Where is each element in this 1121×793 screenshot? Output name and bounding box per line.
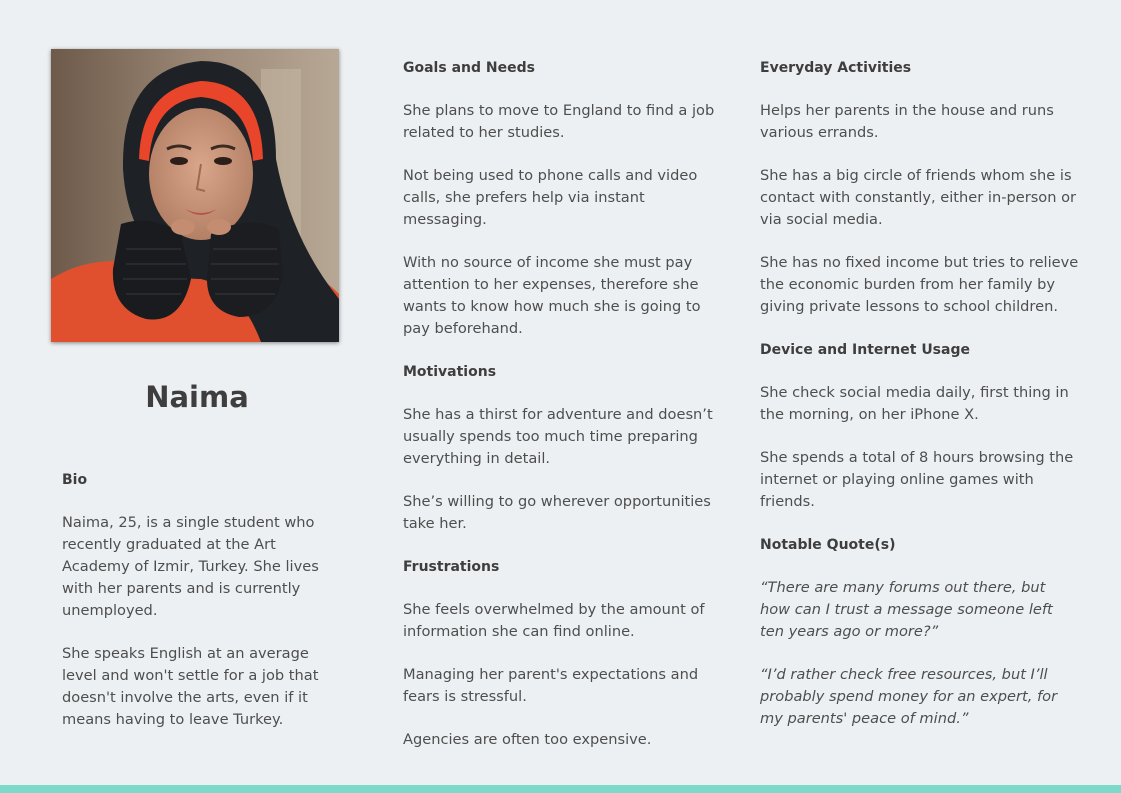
quotes-heading: Notable Quote(s) [760,537,896,553]
goals-paragraph: With no source of income she must pay attention to her expenses, therefore she wants to know how much she is going to pay beforehand. [403,254,701,337]
middle-column [403,57,723,772]
accent-bar [0,785,1121,793]
frustrations-paragraph: She feels overwhelmed by the amount of information she can find online. [403,601,705,640]
quote-paragraph: “I’d rather check free resources, but I’ll probably spend money for an expert, for my parents' peace of mind.” [760,666,1058,727]
activities-paragraph: She has a big circle of friends whom she is contact with constantly, either in-person or via social media. [760,167,1077,228]
persona-name: Naima [145,380,249,414]
right-column [760,57,1080,751]
bio-paragraph: She speaks English at an average level and won't settle for a job that doesn't involve the arts, even if it means having to leave Turkey. [62,645,319,728]
activities-paragraph: Helps her parents in the house and runs various errands. [760,102,1054,141]
motivations-heading: Motivations [403,364,497,380]
quote-paragraph: “There are many forums out there, but how can I trust a message someone left ten years ago or more?” [760,579,1053,640]
bio-section [62,469,322,752]
motivations-paragraph: She has a thirst for adventure and doesn’t usually spends too much time preparing everything in detail. [403,406,713,467]
goals-paragraph: Not being used to phone calls and video calls, she prefers help via instant messaging. [403,167,698,228]
motivations-paragraph: She’s willing to go wherever opportunities take her. [403,493,711,532]
frustrations-paragraph: Managing her parent's expectations and fears is stressful. [403,666,699,705]
goals-heading: Goals and Needs [403,60,535,76]
frustrations-heading: Frustrations [403,559,500,575]
frustrations-paragraph: Agencies are often too expensive. [403,731,652,748]
devices-heading: Device and Internet Usage [760,342,970,358]
goals-paragraph: She plans to move to England to find a job related to her studies. [403,102,715,141]
activities-heading: Everyday Activities [760,60,912,76]
bio-paragraph: Naima, 25, is a single student who recently graduated at the Art Academy of Izmir, Turkey. She lives with her parents and is currently unemployed. [62,514,319,619]
persona-photo [51,49,339,342]
devices-paragraph: She check social media daily, first thing in the morning, on her iPhone X. [760,384,1069,423]
activities-paragraph: She has no fixed income but tries to relieve the economic burden from her family by giving private lessons to school children. [760,254,1079,315]
bio-heading: Bio [62,472,88,488]
devices-paragraph: She spends a total of 8 hours browsing the internet or playing online games with friends. [760,449,1074,510]
portrait-photo [51,49,339,342]
